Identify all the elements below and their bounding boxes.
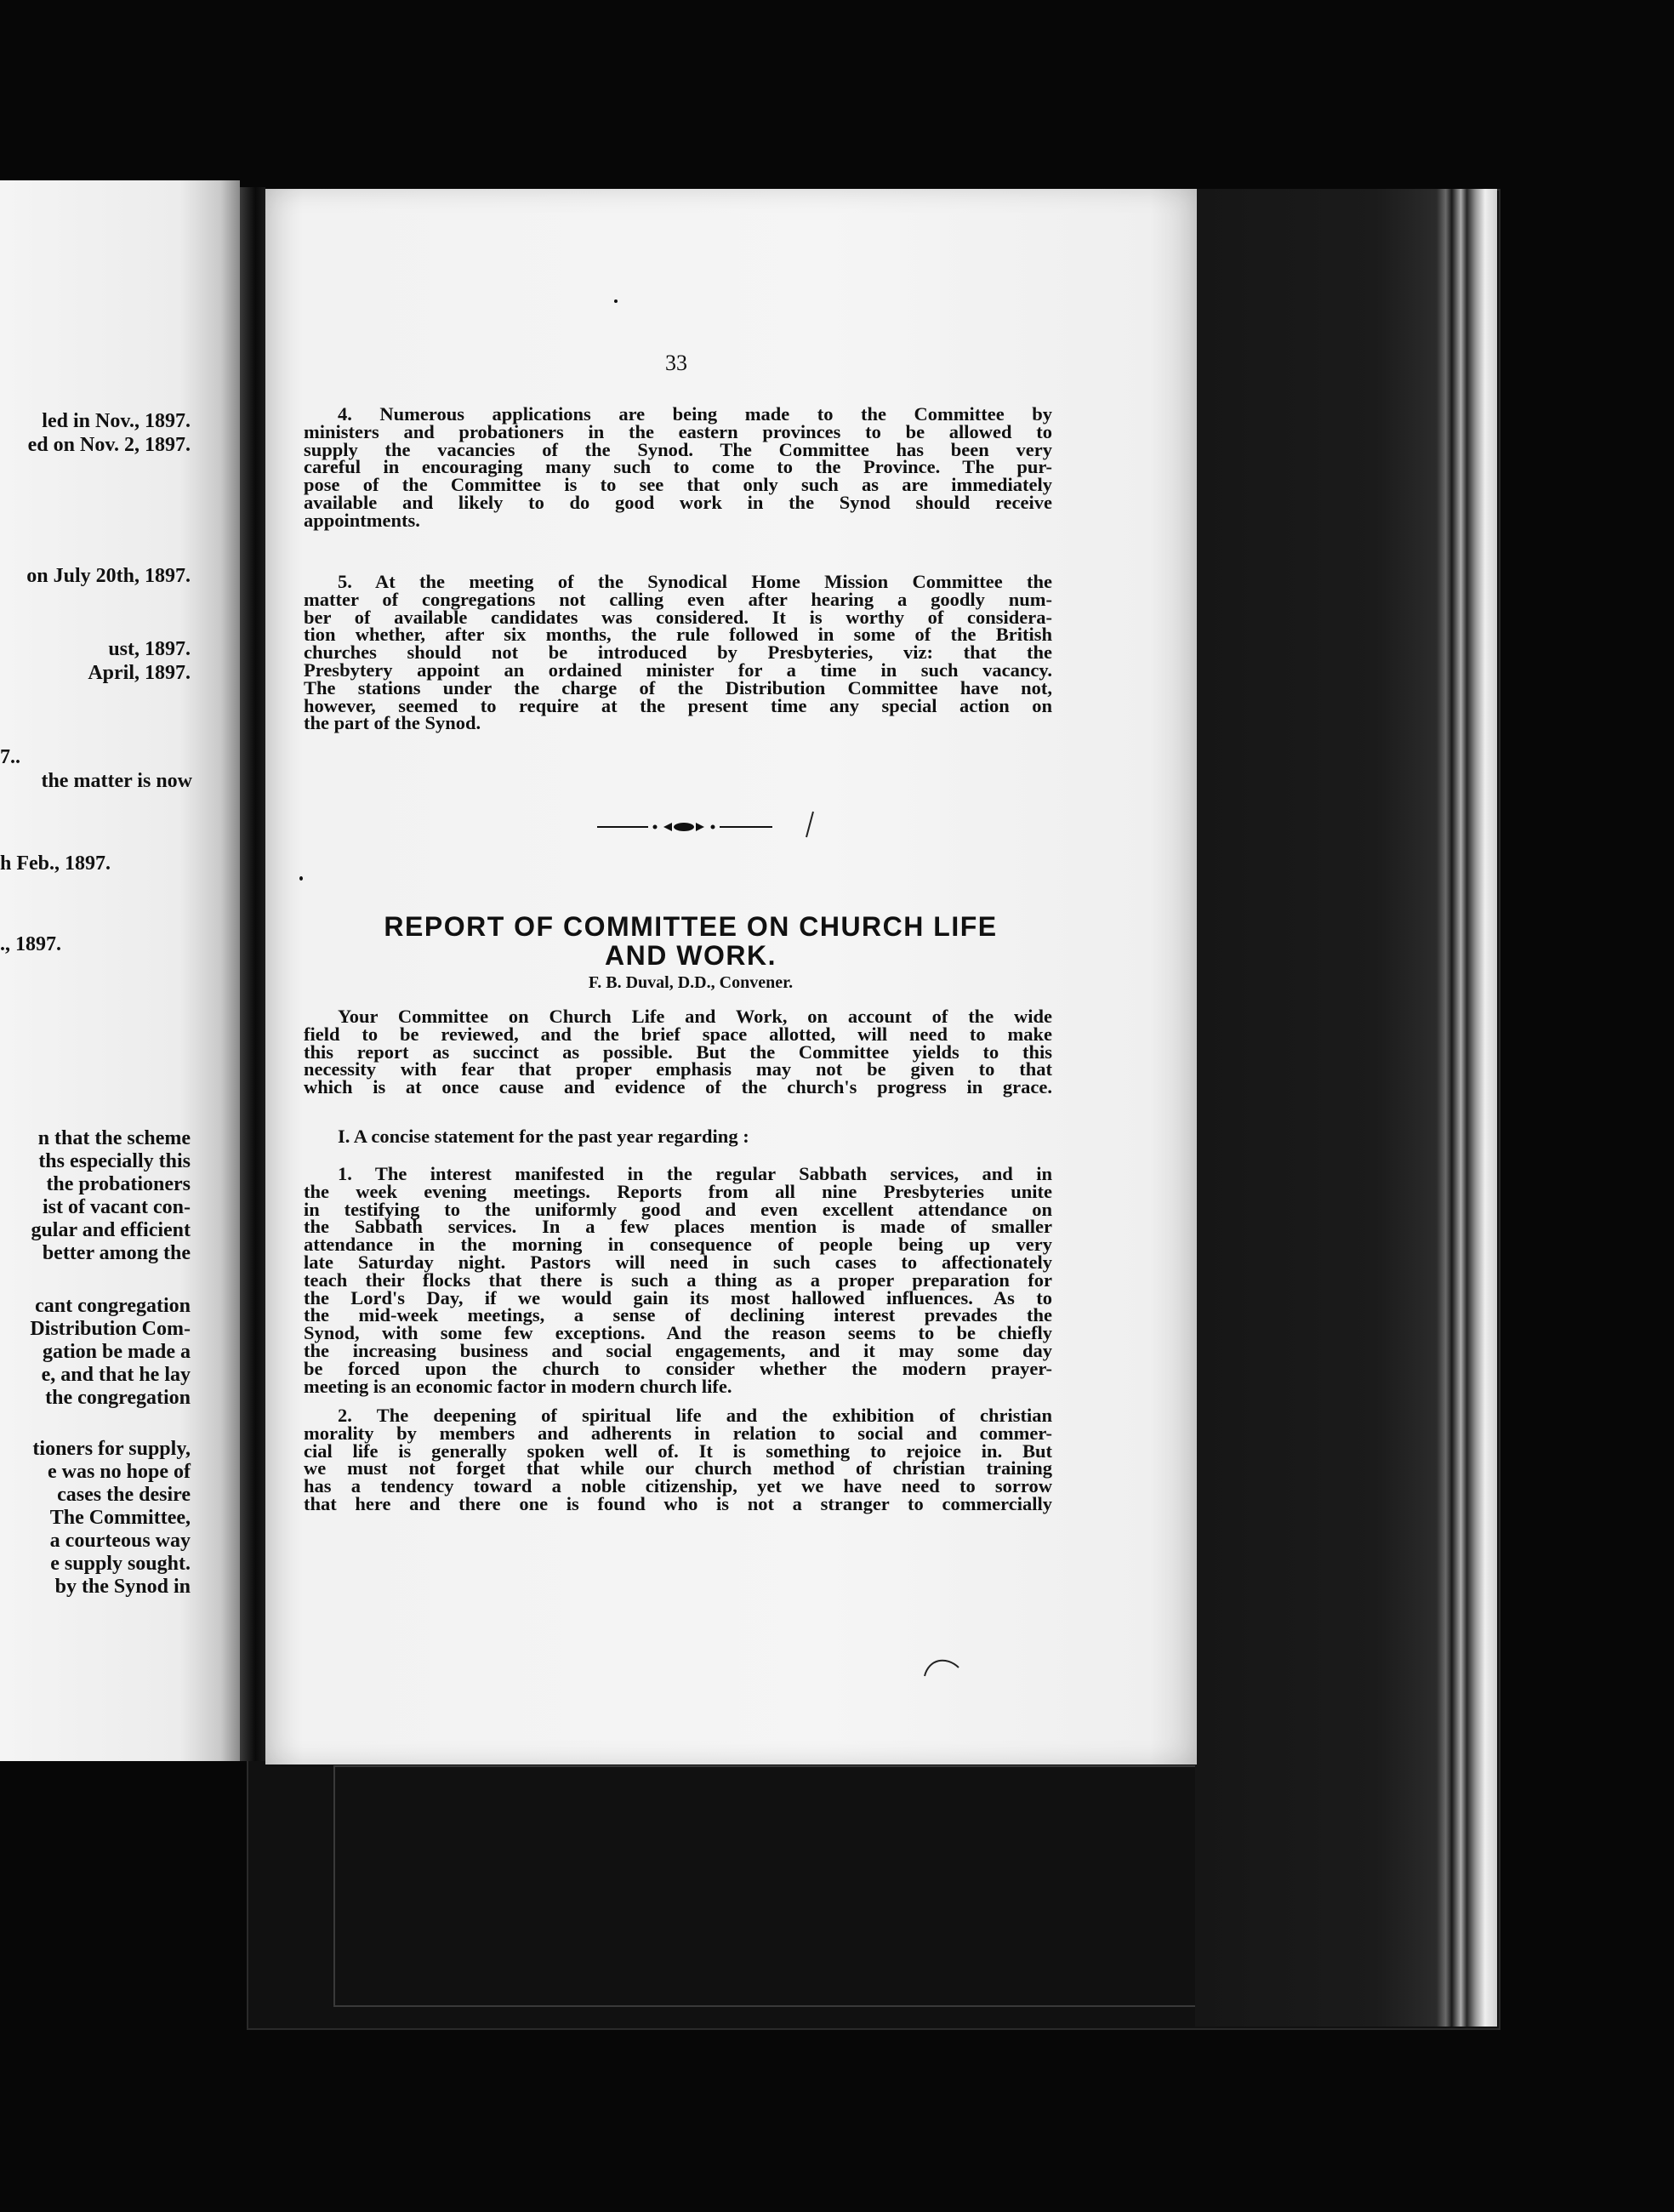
text-line: necessity with fear that proper emphasis may not be given to that [304,1058,1052,1080]
pencil-mark [801,808,818,842]
text-line: supply the vacancies of the Synod. The Committee has been very [304,438,1052,460]
text-line: 4. Numerous applications are being made to the Committee by [338,403,1052,425]
item-1-paragraph [304,1163,1052,1397]
text-line: late Saturday night. Pastors will need in such cases to affectionately [304,1251,1052,1273]
left-line: e, and that he lay [41,1364,191,1386]
section-divider-ornament [597,818,784,835]
left-line: gular and efficient [31,1219,191,1241]
text-line: the Lord's Day, if we would gain its most hallowed influences. As to [304,1286,1052,1308]
intro-paragraph [304,1008,1052,1097]
text-line: Synod, with some few exceptions. And the reason seems to be chiefly [304,1322,1052,1344]
text-line: this report as succinct as possible. But the Committee yields to this [304,1040,1052,1063]
text-line: in testifying to the uniformly good and even excellent attendance on [304,1198,1052,1220]
left-line: on July 20th, 1897. [26,565,191,587]
text-line: 5. At the meeting of the Synodical Home Mission Committee the [338,571,1052,592]
report-title-line: AND WORK. [605,940,777,971]
left-line: by the Synod in [54,1576,191,1598]
left-line: h Feb., 1897. [0,852,111,875]
left-line: ., 1897. [0,933,61,955]
text-line: tion whether, after six months, the rule followed in some of the British [304,624,1052,646]
section-one-heading [304,1128,1052,1146]
convener-line: F. B. Duval, D.D., Convener. [588,973,794,992]
text-line: The stations under the charge of the Distribution Committee have not, [304,676,1052,698]
left-line: the probationers [46,1173,191,1195]
left-line: cases the desire [57,1484,191,1506]
ink-speck [614,299,618,303]
ink-speck [299,876,303,881]
left-line: ist of vacant con- [43,1196,191,1218]
text-line: pose of the Committee is to see that only such as are immediately [304,474,1052,496]
text-line: careful in encouraging many such to come to the Province. The pur- [304,456,1052,478]
text-line: we must not forget that while our church method of christian training [304,1457,1052,1479]
left-line: tioners for supply, [32,1438,191,1460]
left-line: The Committee, [49,1507,191,1529]
text-line: field to be reviewed, and the brief space allotted, will need to make [304,1023,1052,1045]
report-title-line: REPORT OF COMMITTEE ON CHURCH LIFE [384,911,998,942]
text-line: Your Committee on Church Life and Work, on account of the wide [338,1006,1052,1027]
text-line: that here and there one is found who is not a stranger to commercially [304,1492,1052,1514]
text-line: I. A concise statement for the past year regarding : [338,1126,749,1147]
page-edges [1195,189,1497,2027]
text-line: ber of available candidates was considered. It is worthy of considera- [304,606,1052,628]
left-line: led in Nov., 1897. [42,410,191,432]
text-line: appointments. [304,509,420,531]
pencil-mark [920,1652,971,1686]
book-gutter [240,187,265,1761]
paragraph-4 [304,403,1052,531]
text-line: the increasing business and social engagements, and it may some day [304,1339,1052,1361]
left-line: e supply sought. [50,1553,191,1575]
text-line: the week evening meetings. Reports from all nine Presbyteries unite [304,1180,1052,1202]
left-page-text [0,180,240,1761]
left-line: n that the scheme [37,1127,191,1149]
left-page [0,180,240,1761]
left-line: Distribution Com- [30,1318,191,1340]
left-line: gation be made a [43,1341,191,1363]
left-line: the congregation [45,1387,191,1409]
paragraph-5 [304,573,1052,733]
text-line: the Sabbath services. In a few places mention is made of smaller [304,1216,1052,1238]
text-line: 2. The deepening of spiritual life and the exhibition of christian [338,1405,1052,1426]
text-line: ministers and probationers in the eastern provinces to be allowed to [304,420,1052,442]
left-line: the matter is now [41,770,192,792]
page-number: 33 [665,351,687,375]
left-line: better among the [42,1242,191,1264]
text-line: matter of congregations not calling even after hearing a goodly num- [304,588,1052,610]
left-line: ust, 1897. [108,638,191,660]
text-line: morality by members and adherents in relation to social and commer- [304,1422,1052,1444]
text-line: the part of the Synod. [304,712,481,734]
left-line: April, 1897. [88,662,191,684]
left-line: a courteous way [49,1530,191,1552]
text-line: however, seemed to require at the present time any special action on [304,694,1052,716]
text-line: teach their flocks that there is such a thing as a proper preparation for [304,1268,1052,1291]
left-line: e was no hope of [47,1461,191,1483]
item-2-paragraph [304,1407,1052,1514]
text-line: attendance in the morning in consequence of people being up very [304,1234,1052,1256]
report-title [316,912,1065,970]
text-line: be forced upon the church to consider whether the modern prayer- [304,1357,1052,1379]
text-line: cial life is generally spoken well of. It is something to rejoice in. But [304,1440,1052,1462]
right-page [265,189,1197,1764]
left-line: ths especially this [38,1150,191,1172]
text-line: 1. The interest manifested in the regular Sabbath services, and in [338,1163,1052,1184]
text-line: which is at once cause and evidence of the church's progress in grace. [304,1076,1052,1098]
text-line: has a tendency toward a noble citizenship, yet we have need to sorrow [304,1475,1052,1497]
text-line: Presbytery appoint an ordained minister for a time in such vacancy. [304,658,1052,681]
text-line: churches should not be introduced by Presbyteries, viz: that the [304,641,1052,664]
text-line: meeting is an economic factor in modern church life. [304,1375,732,1397]
left-line: 7.. [0,746,20,768]
text-line: available and likely to do good work in the Synod should receive [304,491,1052,513]
text-line: the mid-week meetings, a sense of declining interest prevades the [304,1304,1052,1326]
left-line: cant congregation [35,1295,191,1317]
left-line: ed on Nov. 2, 1897. [27,434,191,456]
